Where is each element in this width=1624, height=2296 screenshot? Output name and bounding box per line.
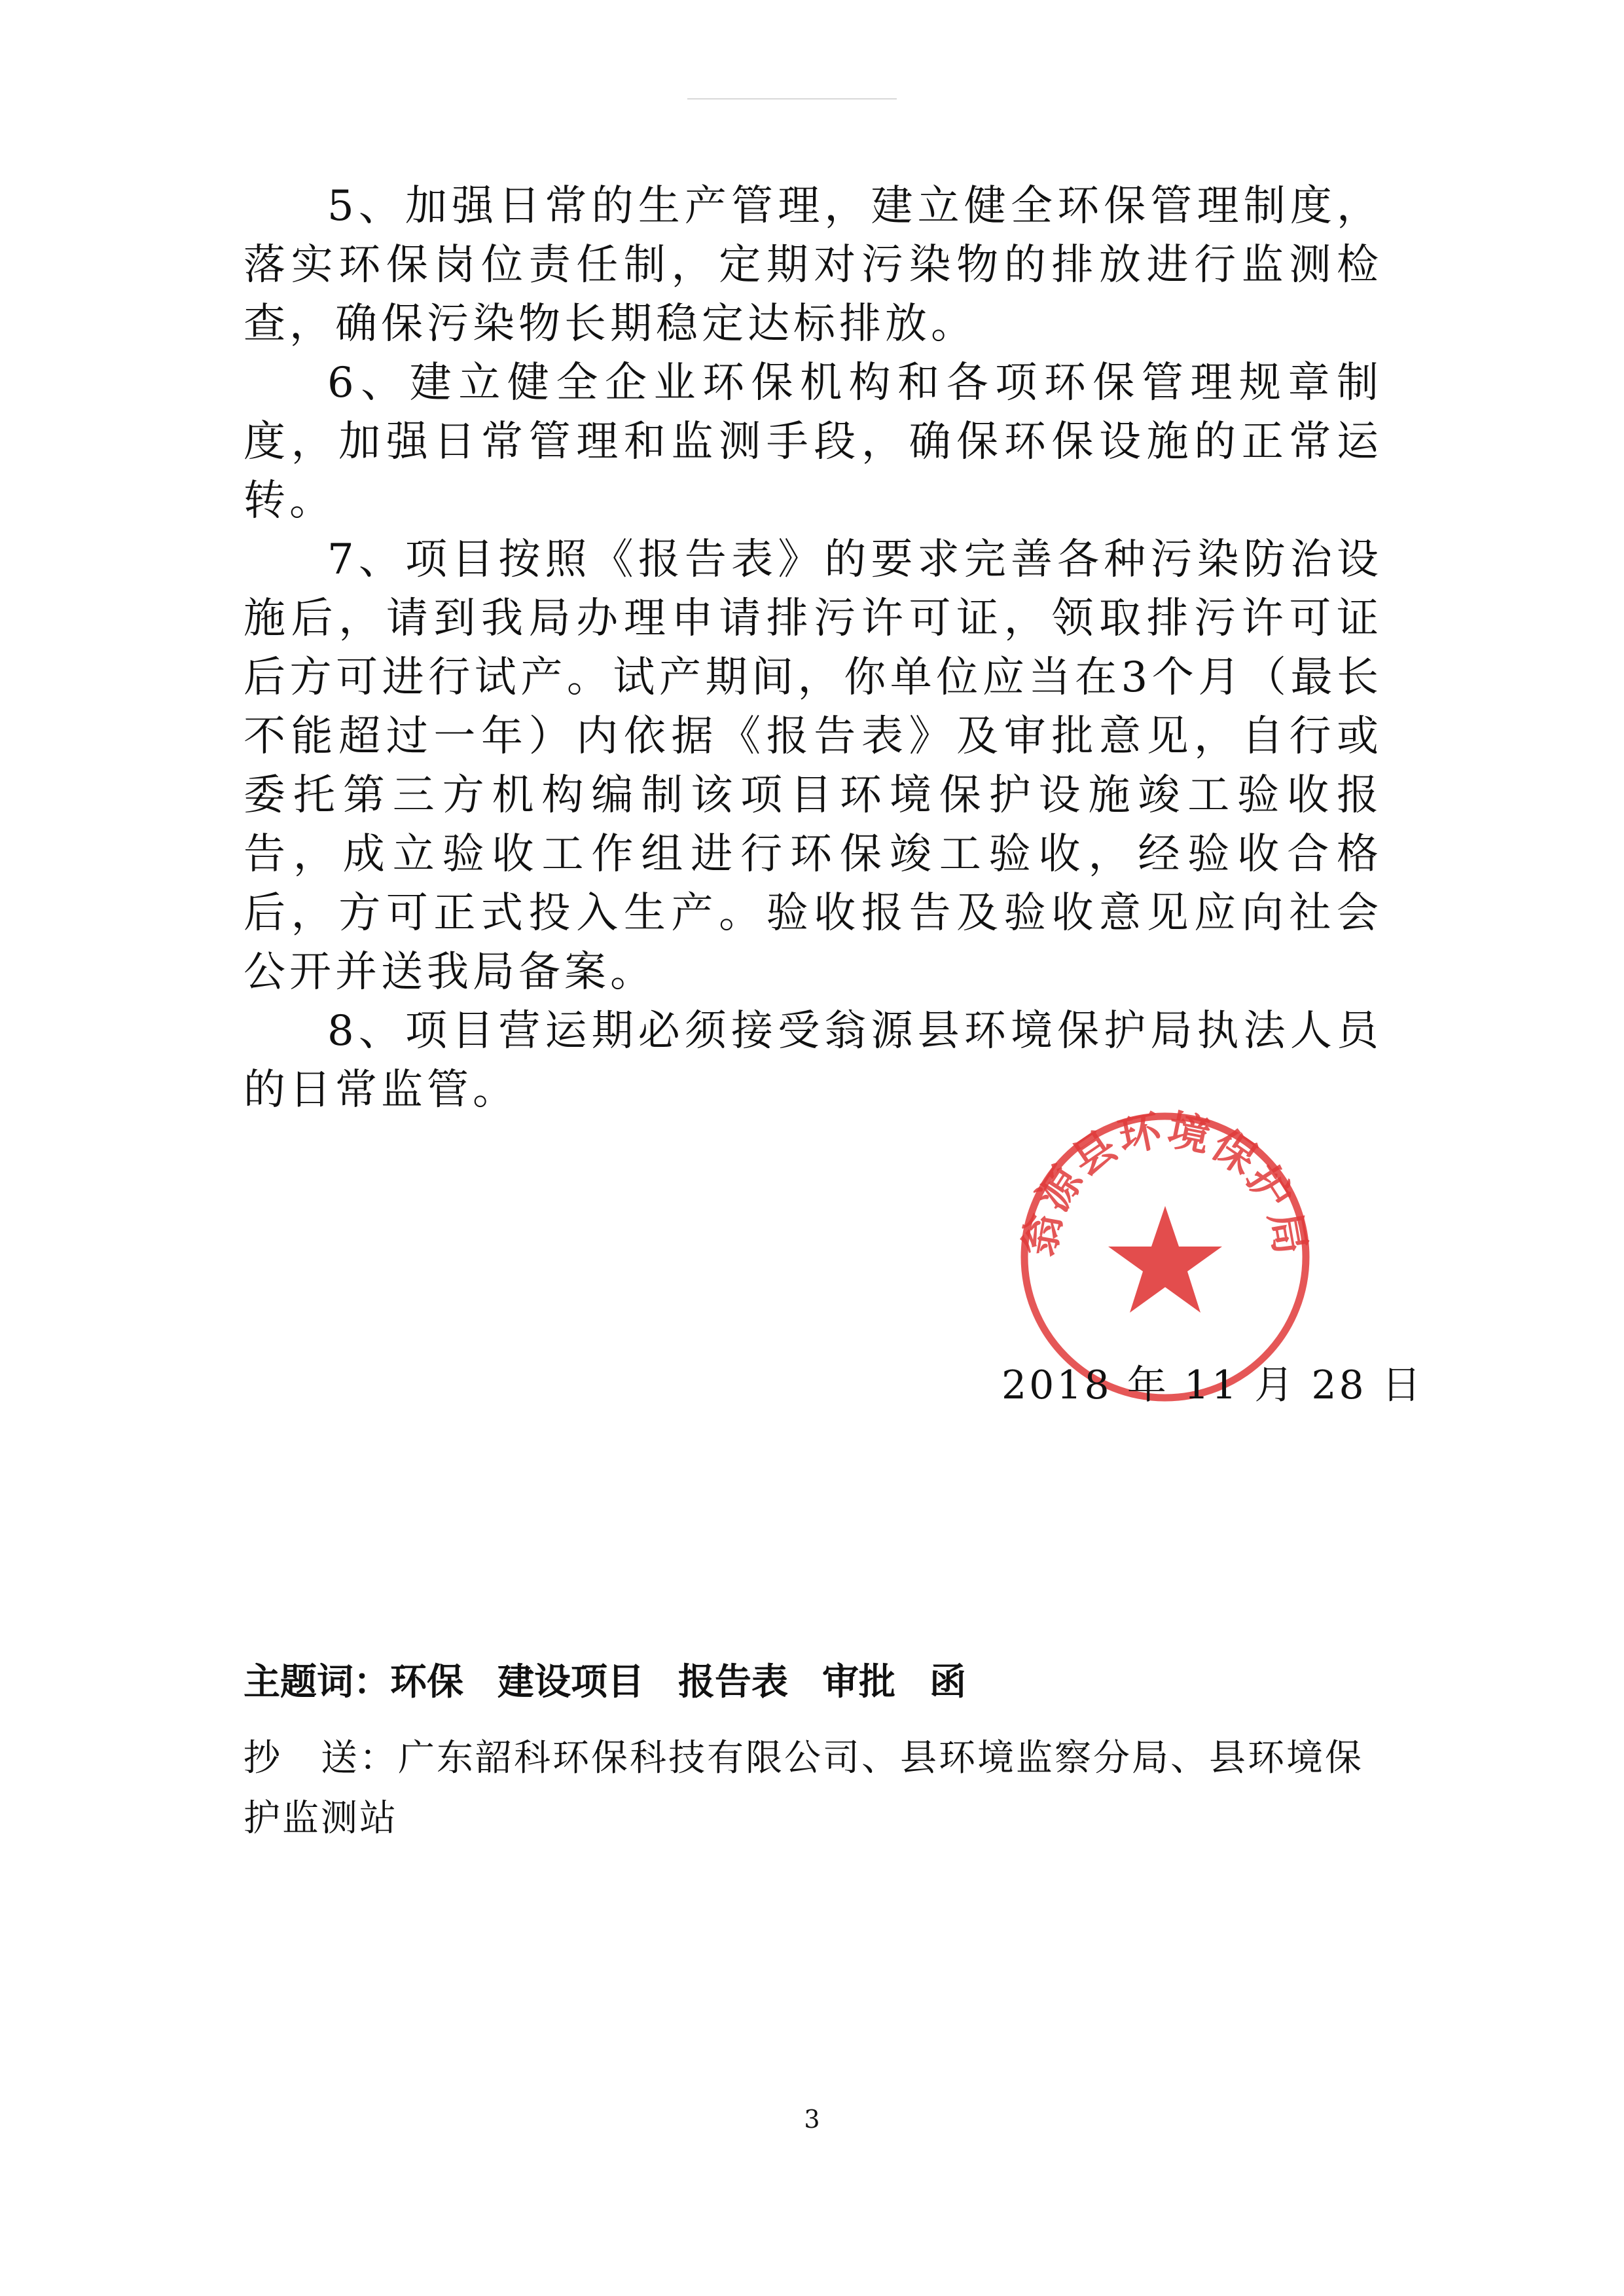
paragraph-6: 6、建立健全企业环保机构和各项环保管理规章制度，加强日常管理和监测手段，确保环保设施的正常运转。: [244, 359, 1382, 525]
scan-artifact: [687, 98, 897, 100]
seal-star-icon: [1108, 1206, 1222, 1313]
keyword: 审批: [822, 1661, 895, 1704]
cc-label: 抄 送：: [244, 1737, 398, 1779]
keyword: 函: [929, 1661, 966, 1704]
paragraph-5: 5、加强日常的生产管理，建立健全环保管理制度，落实环保岗位责任制，定期对污染物的排放进行监测检查，确保污染物长期稳定达标排放。: [244, 182, 1382, 348]
keyword: 建设项目: [497, 1661, 644, 1704]
keyword: 报告表: [678, 1661, 788, 1704]
page-number: 3: [804, 2105, 820, 2134]
subject-keywords: [244, 1656, 1382, 1709]
paragraph-8: 8、项目营运期必须接受翁源县环境保护局执法人员的日常监管。: [244, 1007, 1382, 1114]
paragraph-7: 7、项目按照《报告表》的要求完善各种污染防治设施后，请到我局办理申请排污许可证，领取排污许可证后方可进行试产。试产期间，你单位应当在3个月（最长不能超过一年）内依据《报告表》及审批意见，自行或委托第三方机构编制该项目环境保护设施竣工验收报告，成立验收工作组进行环保竣工验收，经验收合格后，方可正式投入生产。验收报告及验收意见应向社会公开并送我局备案。: [244, 536, 1382, 996]
document-body: [244, 177, 1382, 1120]
subject-label: 主题词：: [244, 1661, 390, 1704]
keyword: 环保: [390, 1661, 463, 1704]
issue-date: 2018 年 11 月 28 日: [1001, 1362, 1424, 1408]
cc-recipients: 广东韶科环保科技有限公司、县环境监察分局、县环境保护监测站: [244, 1737, 1363, 1840]
seal-text: 翁源县环境保护局: [1015, 1106, 1315, 1260]
cc-line: [244, 1728, 1382, 1849]
